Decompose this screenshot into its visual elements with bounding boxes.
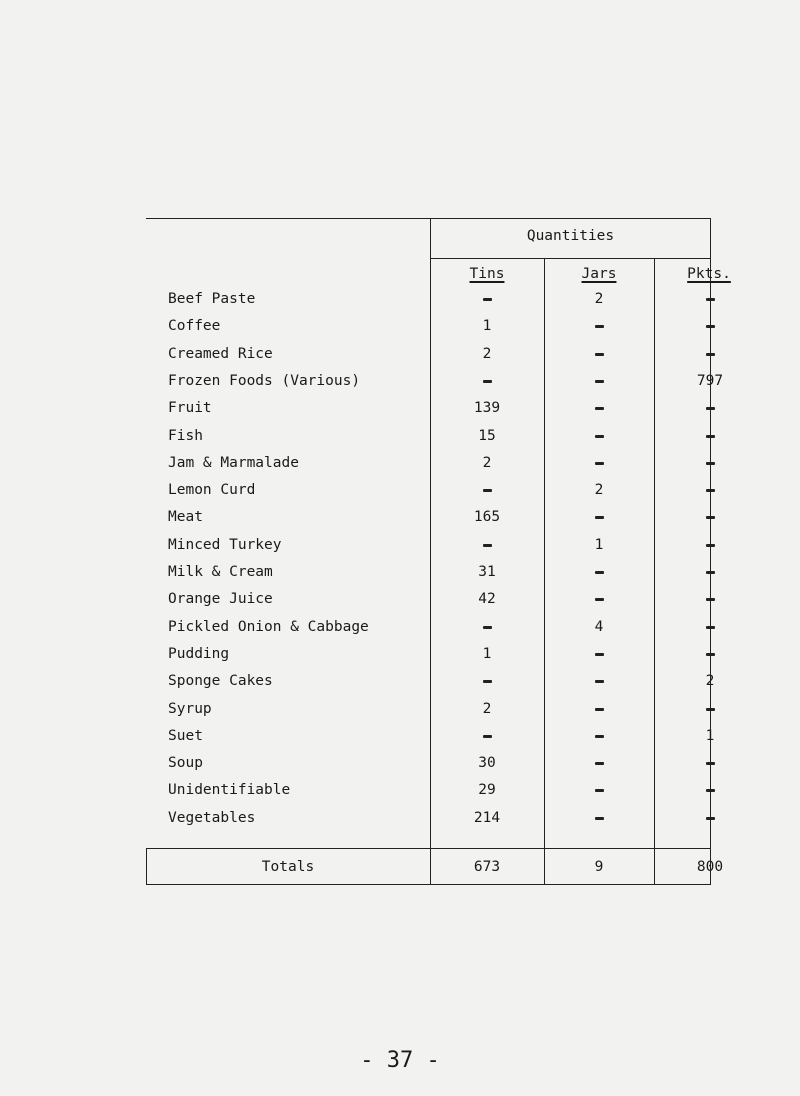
row-item-name: Fish	[168, 428, 203, 444]
row-jars-value	[544, 427, 654, 445]
row-tins-value: 165	[473, 509, 501, 525]
row-pkts-value	[654, 645, 766, 663]
row-item-name: Meat	[168, 509, 203, 525]
row-pkts-value	[654, 618, 766, 636]
row-tins-value: 42	[478, 591, 496, 607]
row-tins-value: 30	[478, 755, 496, 771]
row-pkts-value	[654, 481, 766, 499]
dash-mark	[595, 789, 604, 792]
row-jars-value: 2	[594, 291, 604, 307]
row-item-name: Minced Turkey	[168, 537, 282, 553]
row-tins-value: 139	[473, 400, 501, 416]
row-jars-value	[544, 781, 654, 799]
table-rule	[430, 258, 711, 259]
dash-mark	[483, 626, 492, 629]
row-item-name: Beef Paste	[168, 291, 256, 307]
row-tins-value: 1	[482, 318, 492, 334]
row-jars-value	[544, 645, 654, 663]
dash-mark	[483, 680, 492, 683]
row-pkts-value	[654, 700, 766, 718]
row-item-name: Jam & Marmalade	[168, 455, 299, 471]
row-item-name: Lemon Curd	[168, 482, 256, 498]
row-item-name: Orange Juice	[168, 591, 273, 607]
row-pkts-value: 2	[705, 673, 715, 689]
row-pkts-value	[654, 754, 766, 772]
row-jars-value	[544, 754, 654, 772]
row-item-name: Syrup	[168, 701, 212, 717]
row-pkts-value	[654, 345, 766, 363]
row-item-name: Creamed Rice	[168, 346, 273, 362]
dash-mark	[595, 462, 604, 465]
row-tins-value: 15	[478, 428, 496, 444]
dash-mark	[483, 298, 492, 301]
dash-mark	[595, 407, 604, 410]
dash-mark	[483, 544, 492, 547]
row-pkts-value	[654, 781, 766, 799]
page-number: - 37 -	[360, 1048, 440, 1073]
dash-mark	[706, 544, 715, 547]
row-jars-value: 4	[594, 619, 604, 635]
totals-label: Totals	[261, 859, 315, 875]
row-tins-value: 29	[478, 782, 496, 798]
row-tins-value: 2	[482, 701, 492, 717]
row-jars-value	[544, 672, 654, 690]
row-jars-value	[544, 590, 654, 608]
row-tins-value: 1	[482, 646, 492, 662]
row-item-name: Fruit	[168, 400, 212, 416]
row-item-name: Milk & Cream	[168, 564, 273, 580]
row-pkts-value	[654, 809, 766, 827]
row-pkts-value	[654, 427, 766, 445]
row-pkts-value	[654, 536, 766, 554]
dash-mark	[706, 489, 715, 492]
dash-mark	[706, 571, 715, 574]
dash-mark	[706, 789, 715, 792]
dash-mark	[595, 380, 604, 383]
row-jars-value	[544, 454, 654, 472]
dash-mark	[706, 435, 715, 438]
row-pkts-value: 1	[705, 728, 715, 744]
dash-mark	[483, 735, 492, 738]
row-item-name: Coffee	[168, 318, 221, 334]
dash-mark	[595, 762, 604, 765]
column-header-tins: Tins	[469, 266, 505, 282]
row-pkts-value	[654, 454, 766, 472]
dash-mark	[595, 435, 604, 438]
row-tins-value	[430, 618, 544, 636]
dash-mark	[706, 626, 715, 629]
row-tins-value: 2	[482, 346, 492, 362]
dash-mark	[595, 516, 604, 519]
dash-mark	[595, 735, 604, 738]
row-jars-value	[544, 727, 654, 745]
row-jars-value	[544, 809, 654, 827]
column-header-pkts: Pkts.	[687, 266, 731, 282]
row-pkts-value: 797	[696, 373, 724, 389]
row-pkts-value	[654, 290, 766, 308]
row-jars-value	[544, 399, 654, 417]
dash-mark	[706, 407, 715, 410]
row-jars-value	[544, 345, 654, 363]
row-item-name: Sponge Cakes	[168, 673, 273, 689]
dash-mark	[595, 653, 604, 656]
dash-mark	[706, 708, 715, 711]
row-pkts-value	[654, 590, 766, 608]
dash-mark	[706, 653, 715, 656]
row-tins-value: 31	[478, 564, 496, 580]
row-jars-value: 2	[594, 482, 604, 498]
row-item-name: Pickled Onion & Cabbage	[168, 619, 369, 635]
dash-mark	[706, 353, 715, 356]
row-tins-value	[430, 727, 544, 745]
row-jars-value	[544, 700, 654, 718]
row-jars-value	[544, 563, 654, 581]
row-pkts-value	[654, 563, 766, 581]
row-tins-value: 2	[482, 455, 492, 471]
row-tins-value	[430, 481, 544, 499]
row-item-name: Soup	[168, 755, 203, 771]
dash-mark	[706, 598, 715, 601]
row-tins-value	[430, 290, 544, 308]
row-item-name: Pudding	[168, 646, 230, 662]
row-jars-value	[544, 508, 654, 526]
dash-mark	[595, 680, 604, 683]
column-header-jars: Jars	[581, 266, 617, 282]
row-item-name: Suet	[168, 728, 203, 744]
row-tins-value	[430, 672, 544, 690]
dash-mark	[595, 598, 604, 601]
row-jars-value	[544, 317, 654, 335]
row-tins-value: 214	[473, 810, 501, 826]
row-jars-value: 1	[594, 537, 604, 553]
dash-mark	[595, 325, 604, 328]
dash-mark	[706, 516, 715, 519]
row-item-name: Frozen Foods (Various)	[168, 373, 361, 389]
dash-mark	[483, 380, 492, 383]
totals-jars: 9	[594, 859, 604, 875]
row-jars-value	[544, 372, 654, 390]
dash-mark	[595, 708, 604, 711]
totals-pkts: 800	[696, 859, 724, 875]
dash-mark	[706, 325, 715, 328]
row-tins-value	[430, 536, 544, 554]
dash-mark	[706, 817, 715, 820]
dash-mark	[595, 817, 604, 820]
row-pkts-value	[654, 317, 766, 335]
dash-mark	[595, 353, 604, 356]
table-rule	[146, 884, 711, 885]
dash-mark	[706, 462, 715, 465]
dash-mark	[706, 762, 715, 765]
row-tins-value	[430, 372, 544, 390]
row-item-name: Unidentifiable	[168, 782, 291, 798]
row-pkts-value	[654, 399, 766, 417]
dash-mark	[706, 298, 715, 301]
dash-mark	[595, 571, 604, 574]
table-rule	[146, 848, 711, 849]
totals-tins: 673	[473, 859, 501, 875]
dash-mark	[483, 489, 492, 492]
quantities-header: Quantities	[526, 228, 615, 244]
row-item-name: Vegetables	[168, 810, 256, 826]
row-pkts-value	[654, 508, 766, 526]
